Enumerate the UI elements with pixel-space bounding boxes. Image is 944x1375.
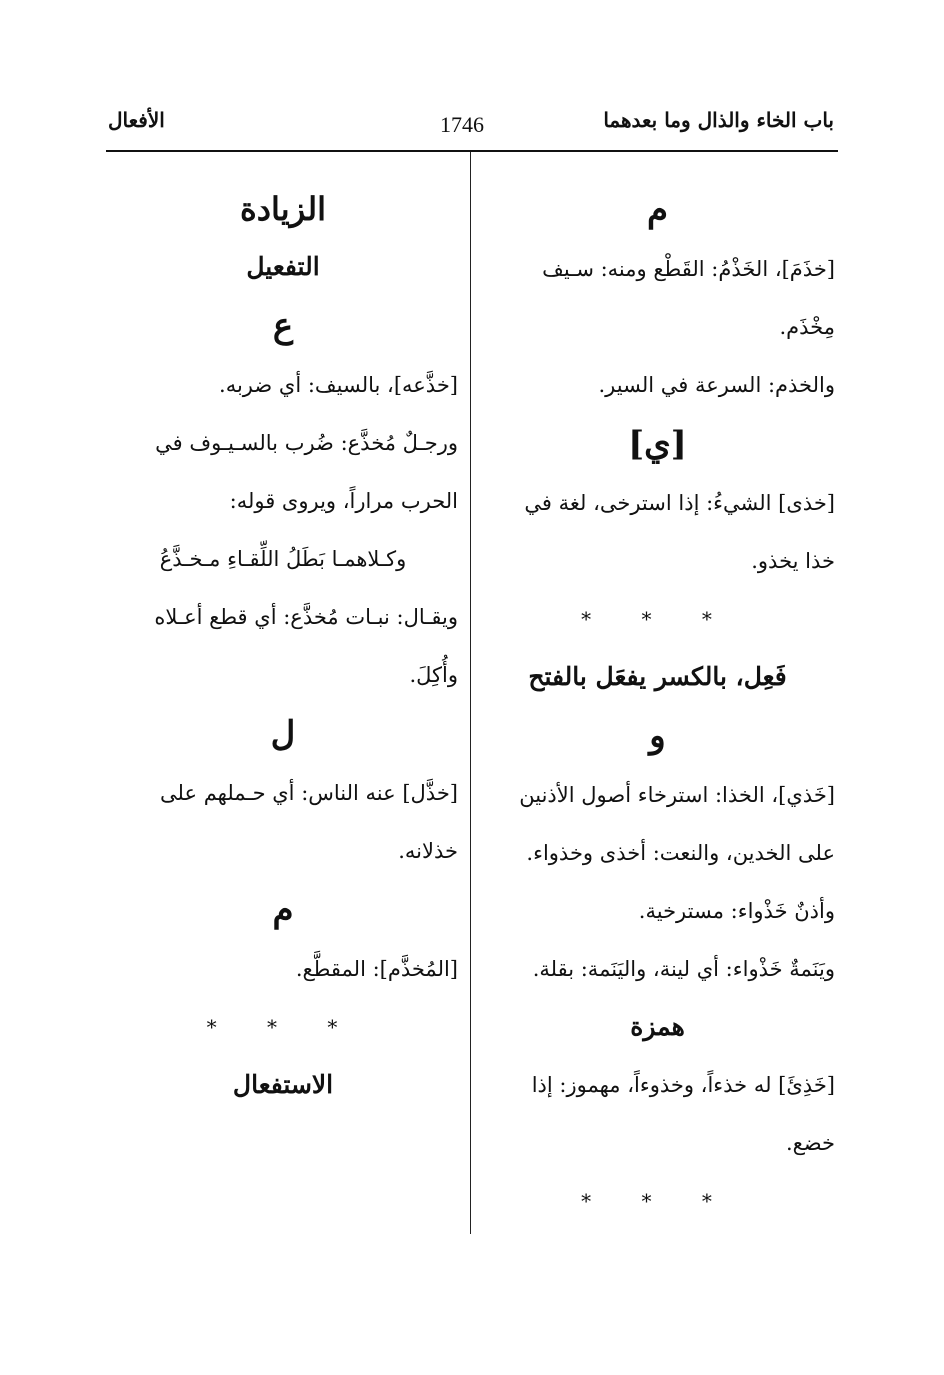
letter-heading-ya: [ي] xyxy=(628,424,687,464)
separator-stars: * * * xyxy=(206,1015,360,1039)
section-heading-ziyada: الزيادة xyxy=(240,190,326,228)
letter-heading-m: م xyxy=(272,890,294,930)
chapter-title: باب الخاء والذال وما بعدهما xyxy=(603,108,834,132)
entry-khadhdhal-cont: خذلانه. xyxy=(398,839,458,863)
separator-stars: * * * xyxy=(581,1189,734,1213)
section-heading-fail: فَعِل، بالكسر يفعَل بالفتح xyxy=(528,662,787,691)
entry-rajul-cont: الحرب مراراً، ويروى قوله: xyxy=(229,489,458,513)
letter-heading-ayn: ع xyxy=(272,306,294,346)
section-title: الأفعال xyxy=(108,108,165,132)
entry-nabat: ويقـال: نبـات مُخذَّع: أي قطع أعـلاه xyxy=(154,605,458,629)
entry-khadham: [خذَمَ]، الخَذْمُ: القَطْع ومنه: سـيف xyxy=(542,257,835,281)
entry-khadhdhal: [خذَّل] عنه الناس: أي حـملهم على xyxy=(160,781,458,805)
section-heading-hamza: همزة xyxy=(630,1012,685,1041)
entry-khadhi2-cont: خضع. xyxy=(785,1131,835,1155)
entry-khadhi2: [خَذِئَ] له خذءاً، وخذوءاً، مهموز: إذا xyxy=(531,1073,835,1097)
entry-khadha: [خذى] الشيءُ: إذا استرخى، لغة في xyxy=(524,491,835,515)
header-rule xyxy=(106,150,838,152)
right-column xyxy=(480,180,835,1230)
section-heading-istifal: الاستفعال xyxy=(232,1070,334,1099)
entry-udhun: وأذنٌ خَذْواء: مسترخية. xyxy=(638,899,835,923)
page-number: 1746 xyxy=(440,112,484,137)
separator-stars: * * * xyxy=(581,607,734,631)
entry-khadhi: [خَذي]، الخذا: استرخاء أصول الأذنين xyxy=(519,783,835,807)
entry-khadhaa: [خذَّعه]، بالسيف: أي ضربه. xyxy=(219,373,458,397)
entry-mukhadhdham: [المُخذَّم]: المقطَّع. xyxy=(295,957,458,981)
letter-heading-waw: و xyxy=(649,716,666,756)
entry-rajul: ورجـلٌ مُخذَّع: ضُرب بالسـيـوف في xyxy=(155,431,458,455)
entry-khadha-cont: خذا يخذو. xyxy=(751,549,835,573)
entry-khadham-cont: مِخْذَم. xyxy=(779,315,835,339)
section-heading-tafil: التفعيل xyxy=(246,252,320,281)
verse-quote: وكـلاهمـا بَطَلُ اللِّقـاءِ مـخـذَّعُ xyxy=(159,547,407,571)
entry-khadhi-cont: على الخدين، والنعت: أخذى وخذواء. xyxy=(526,841,835,865)
left-column xyxy=(108,180,458,1114)
column-divider xyxy=(470,152,471,1234)
entry-nabat-cont: وأُكِلَ. xyxy=(409,663,458,687)
entry-khadham-speed: والخذم: السرعة في السير. xyxy=(598,373,835,397)
letter-heading-m: م xyxy=(646,190,669,230)
letter-heading-lam: ل xyxy=(270,714,296,754)
entry-yanama: ويَنَمةٌ خَذْواء: أي لينة، واليَنَمة: بقلة. xyxy=(532,957,835,981)
